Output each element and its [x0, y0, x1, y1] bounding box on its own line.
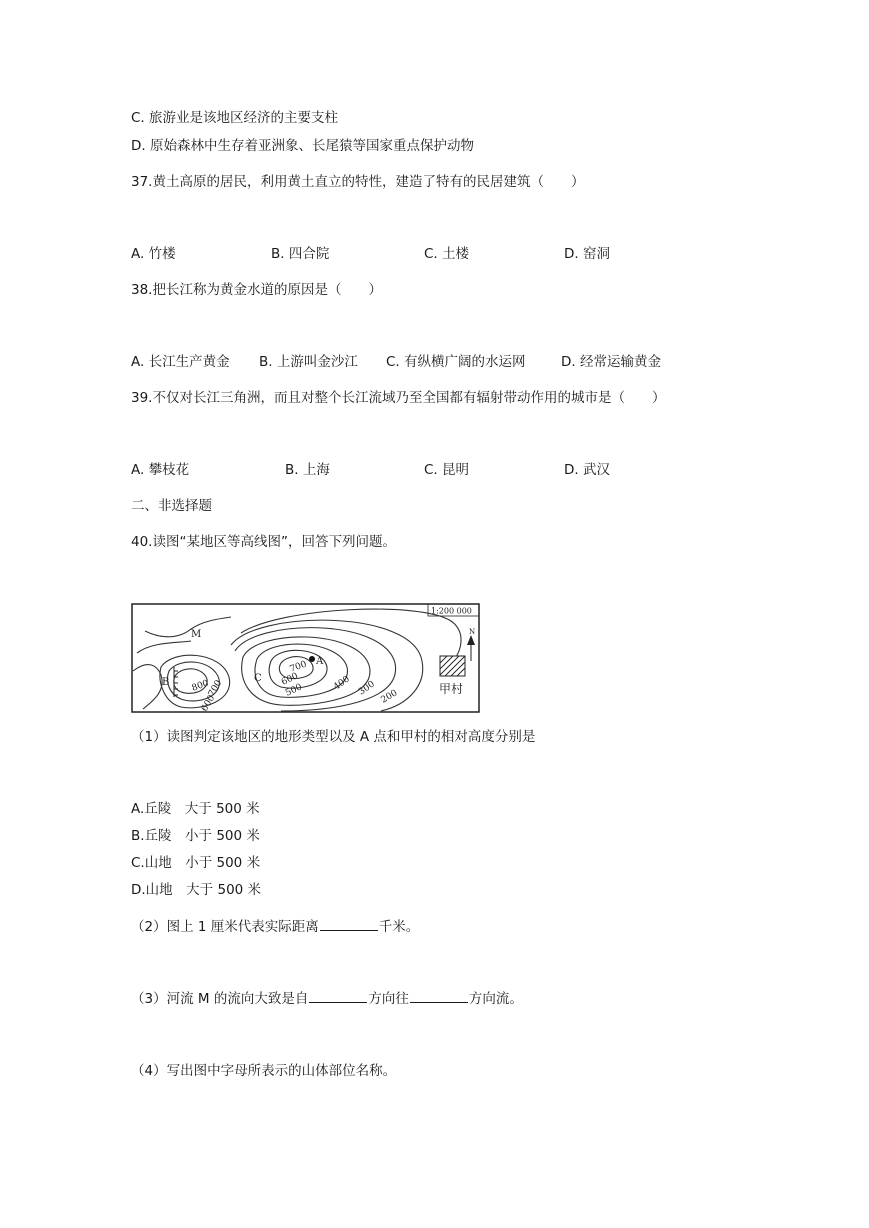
- q40-sub3-after: 方向流。: [468, 991, 523, 1007]
- q40-sub1-option-c: C.山地 小于 500 米: [131, 855, 261, 871]
- q40-sub3-middle: 方向往: [368, 991, 409, 1007]
- contour-800: 800: [190, 678, 211, 694]
- village-icon: [440, 656, 465, 676]
- q39-stem: 39.不仅对长江三角洲，而且对整个长江流域乃至全国都有辐射带动作用的城市是（ ）: [131, 390, 666, 406]
- contour-map: [131, 601, 481, 715]
- contour-500: 500: [284, 682, 304, 699]
- q37-option-d: D. 窑洞: [564, 246, 610, 262]
- label-a: A: [316, 656, 324, 667]
- answer-blank-to[interactable]: [410, 990, 468, 1003]
- contour-700-east: 700: [288, 659, 309, 675]
- contour-200: 200: [379, 688, 400, 706]
- q38-option-d: D. 经常运输黄金: [561, 354, 661, 370]
- point-a: [309, 656, 315, 662]
- q40-sub3-before: （3）河流 M 的流向大致是自: [131, 991, 309, 1007]
- q38-stem: 38.把长江称为黄金水道的原因是（ ）: [131, 282, 382, 298]
- q38-option-c: C. 有纵横广阔的水运网: [386, 354, 526, 370]
- map-scale: 1:200 000: [431, 606, 472, 616]
- contour-400: 400: [331, 674, 352, 693]
- q40-sub1-option-b: B.丘陵 小于 500 米: [131, 828, 260, 844]
- q37-stem: 37.黄土高原的居民，利用黄土直立的特性，建造了特有的民居建筑（ ）: [131, 174, 585, 190]
- contour-600-west: 600: [199, 693, 218, 714]
- q40-sub2-after: 千米。: [378, 919, 420, 935]
- q40-sub1-stem: （1）读图判定该地区的地形类型以及 A 点和甲村的相对高度分别是: [131, 729, 536, 745]
- q40-sub1-option-d: D.山地 大于 500 米: [131, 882, 262, 898]
- q39-option-d: D. 武汉: [564, 462, 610, 478]
- section-title: 二、非选择题: [131, 498, 212, 514]
- label-b: B: [162, 677, 170, 688]
- contour-600-east: 600: [280, 671, 300, 688]
- q39-option-b: B. 上海: [285, 462, 330, 478]
- q40-sub1-option-a: A.丘陵 大于 500 米: [131, 801, 260, 817]
- q40-sub2-before: （2）图上 1 厘米代表实际距离: [131, 919, 319, 935]
- q37-option-b: B. 四合院: [271, 246, 330, 262]
- q39-option-c: C. 昆明: [424, 462, 470, 478]
- answer-blank-distance[interactable]: [320, 918, 378, 931]
- label-village: 甲村: [439, 682, 464, 696]
- q40-sub4-stem: （4）写出图中字母所表示的山体部位名称。: [131, 1063, 397, 1079]
- contour-300: 300: [356, 679, 377, 698]
- q36-option-c: C. 旅游业是该地区经济的主要支柱: [131, 110, 339, 126]
- q37-option-c: C. 土楼: [424, 246, 470, 262]
- q37-option-a: A. 竹楼: [131, 246, 176, 262]
- q38-option-b: B. 上游叫金沙江: [259, 354, 358, 370]
- contour-700-west: 700: [206, 678, 225, 699]
- q40-sub3: [131, 990, 523, 1008]
- q36-option-d: D. 原始森林中生存着亚洲象、长尾猿等国家重点保护动物: [131, 138, 474, 154]
- q40-sub2: [131, 918, 419, 936]
- svg-text:N: N: [469, 628, 476, 636]
- label-m: M: [191, 629, 202, 640]
- q38-option-a: A. 长江生产黄金: [131, 354, 230, 370]
- q40-stem: 40.读图“某地区等高线图”，回答下列问题。: [131, 534, 396, 550]
- label-c: C: [254, 673, 262, 684]
- answer-blank-from[interactable]: [309, 990, 367, 1003]
- q39-option-a: A. 攀枝花: [131, 462, 190, 478]
